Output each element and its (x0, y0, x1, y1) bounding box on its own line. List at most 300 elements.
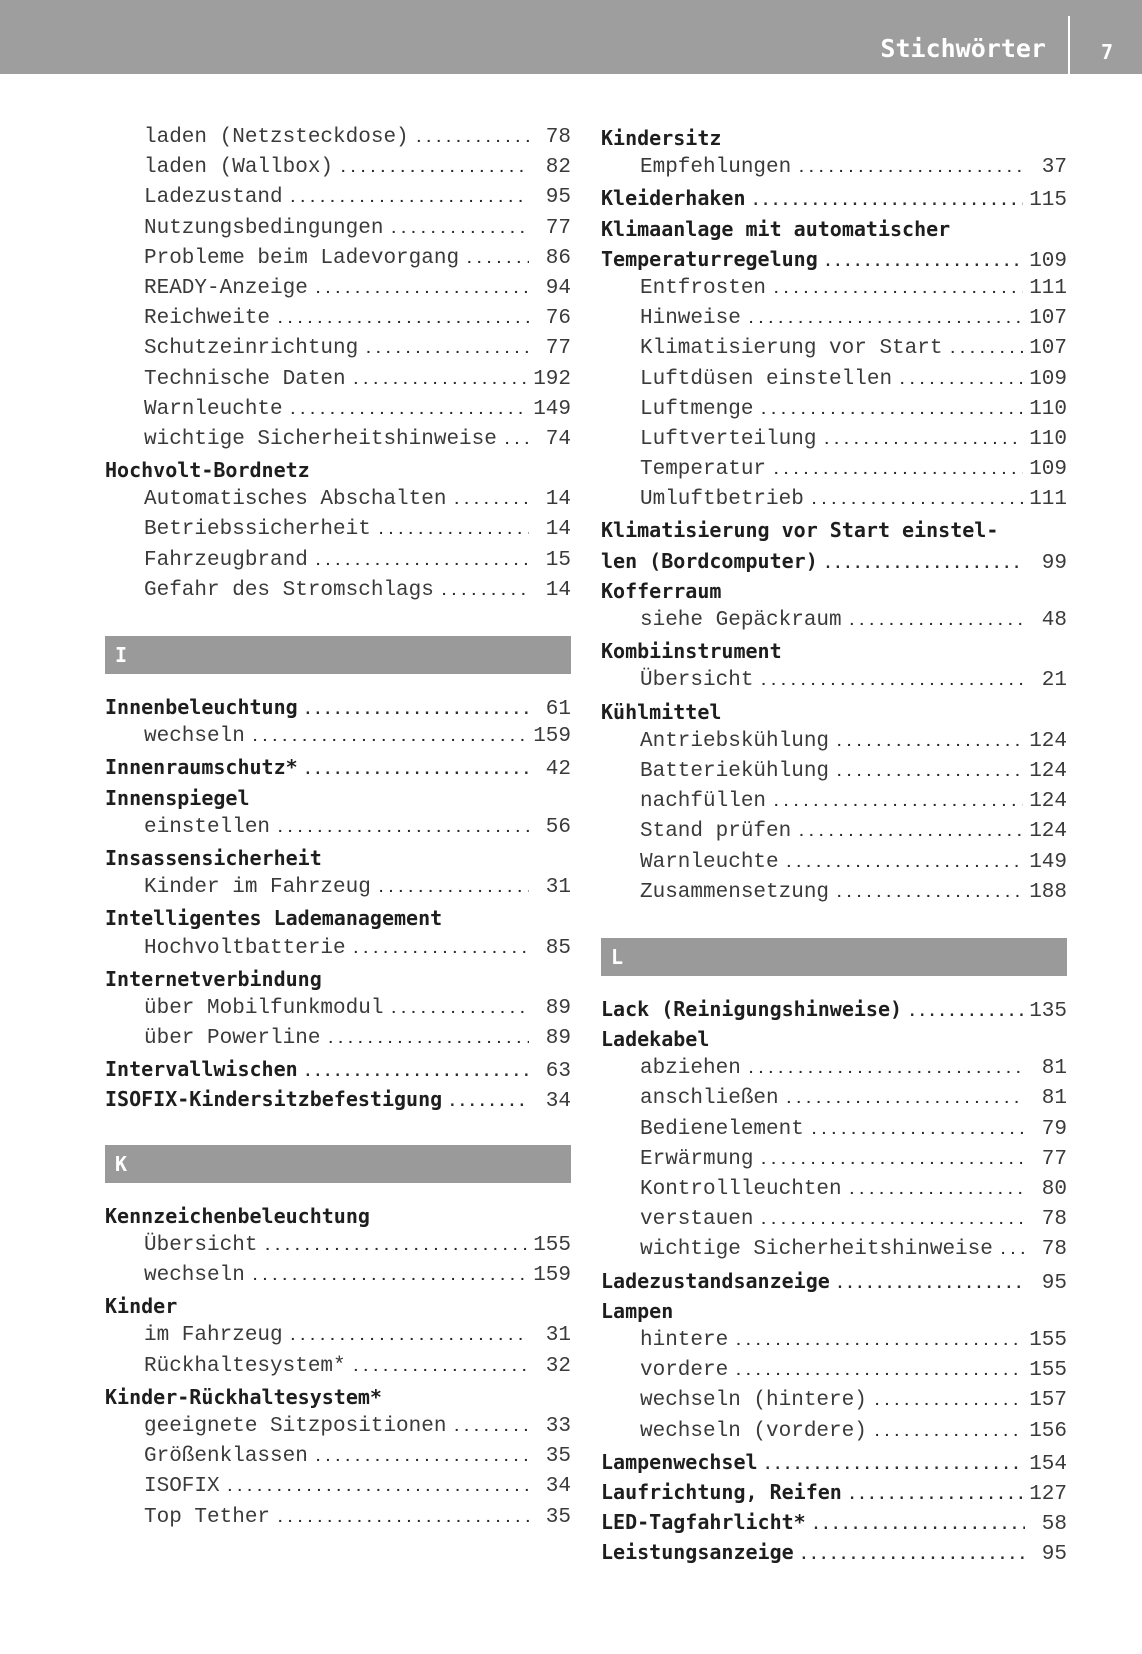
page-reference[interactable]: 86 (545, 246, 571, 270)
entry-label: Übersicht (640, 669, 754, 693)
dot-leader (898, 366, 1023, 396)
entry-label: Stand prüfen (640, 820, 792, 844)
entry-label: Hochvoltbatterie (144, 936, 346, 960)
header-divider (1068, 16, 1070, 74)
entry-label: anschließen (640, 1087, 779, 1111)
page-reference[interactable]: 77 (545, 216, 571, 240)
entry-label: Größenklassen (144, 1445, 308, 1469)
dot-leader (339, 154, 529, 184)
entry-label: Gefahr des Stromschlags (144, 578, 434, 602)
page-reference[interactable]: 35 (545, 1445, 571, 1469)
page-reference[interactable]: 99 (1041, 551, 1067, 575)
page-reference[interactable]: 149 (1029, 850, 1067, 874)
page-number: 7 (1100, 40, 1114, 64)
entry-label: Lampen (601, 1298, 674, 1323)
index-entry[interactable] (601, 994, 1067, 1024)
page-reference[interactable]: 124 (1029, 820, 1067, 844)
page-reference[interactable]: 78 (1041, 1208, 1067, 1232)
entry-label: Entfrosten (640, 276, 767, 300)
entry-label: laden (Netzsteckdose) (144, 126, 409, 149)
page-reference[interactable]: 56 (545, 815, 571, 839)
page-reference[interactable]: 157 (1029, 1389, 1067, 1413)
dot-leader (452, 486, 529, 516)
index-subentry[interactable] (105, 395, 571, 425)
page-reference[interactable]: 77 (545, 337, 571, 361)
page-reference[interactable]: 109 (1029, 367, 1067, 391)
page-reference[interactable]: 135 (1029, 999, 1067, 1023)
entry-label: Bedienelement (640, 1117, 804, 1141)
dot-leader (759, 396, 1023, 426)
index-subentry[interactable] (601, 1356, 1067, 1386)
entry-label: Übersicht (144, 1233, 258, 1257)
dot-leader (314, 547, 529, 577)
entry-label: LED-Tagfahrlicht* (601, 1510, 806, 1535)
index-entry[interactable] (105, 1054, 571, 1084)
entry-label: wichtige Sicherheitshinweise (640, 1238, 993, 1262)
index-subentry[interactable] (105, 813, 571, 843)
dot-leader (352, 366, 528, 396)
page-reference[interactable]: 127 (1029, 1482, 1067, 1506)
page-reference[interactable]: 110 (1029, 397, 1067, 421)
entry-label: Antriebskühlung (640, 729, 830, 753)
page-reference[interactable]: 32 (545, 1354, 571, 1378)
index-subentry[interactable] (105, 153, 571, 183)
entry-label: Kontrollleuchten (640, 1178, 842, 1201)
entry-label: Innenspiegel (105, 785, 250, 810)
entry-label: Zusammensetzung (640, 880, 830, 904)
dot-leader (810, 486, 1023, 516)
page-reference[interactable]: 94 (545, 276, 571, 300)
page-reference[interactable]: 159 (533, 725, 571, 749)
page-reference[interactable]: 14 (545, 518, 571, 542)
page-reference[interactable]: 74 (545, 427, 571, 451)
dot-leader (797, 818, 1023, 848)
index-subentry[interactable] (601, 455, 1067, 485)
index-subentry[interactable] (601, 395, 1067, 425)
page-reference[interactable]: 89 (545, 996, 571, 1020)
page-reference[interactable]: 109 (1029, 249, 1067, 273)
index-entry[interactable] (105, 752, 571, 782)
entry-label: vordere (640, 1359, 729, 1383)
page-reference[interactable]: 33 (545, 1414, 571, 1438)
index-subentry[interactable] (105, 873, 571, 903)
index-subentry[interactable] (601, 153, 1067, 183)
page-reference[interactable]: 110 (1029, 427, 1067, 451)
entry-label: geeignete Sitzpositionen (144, 1414, 447, 1438)
page-reference[interactable]: 34 (545, 1090, 571, 1114)
index-entry[interactable] (601, 214, 1067, 244)
dot-leader (785, 1085, 1025, 1115)
page-reference[interactable]: 156 (1029, 1419, 1067, 1443)
index-entry[interactable] (105, 964, 571, 994)
index-subentry[interactable] (105, 1412, 571, 1442)
index-entry[interactable] (105, 1084, 571, 1114)
entry-label: Ladezustandsanzeige (601, 1268, 830, 1293)
dot-leader (848, 1176, 1025, 1206)
index-subentry[interactable] (105, 546, 571, 576)
dot-leader (226, 1473, 529, 1503)
index-subentry[interactable] (105, 123, 571, 153)
index-subentry[interactable] (601, 787, 1067, 817)
page-reference[interactable]: 124 (1029, 759, 1067, 783)
index-entry[interactable] (105, 843, 571, 873)
entry-label: Rückhaltesystem* (144, 1354, 346, 1378)
page-reference[interactable]: 107 (1029, 337, 1067, 361)
entry-label: verstauen (640, 1208, 754, 1232)
page-reference[interactable]: 95 (1041, 1543, 1067, 1567)
index-entry[interactable] (601, 1507, 1067, 1537)
dot-leader (352, 935, 529, 965)
index-subentry[interactable] (601, 425, 1067, 455)
dot-leader (835, 758, 1023, 788)
entry-label: Top Tether (144, 1505, 271, 1529)
dot-leader (251, 1262, 527, 1292)
page-reference[interactable]: 192 (533, 367, 571, 391)
index-subentry[interactable] (105, 1503, 571, 1533)
page-reference[interactable]: 155 (1029, 1328, 1067, 1352)
entry-label: Kinder-Rückhaltesystem* (105, 1384, 382, 1409)
page-reference[interactable]: 159 (533, 1264, 571, 1287)
dot-leader (824, 549, 1025, 579)
index-subentry[interactable] (105, 1442, 571, 1472)
entry-label: READY-Anzeige (144, 276, 308, 300)
page-reference[interactable]: 81 (1041, 1057, 1067, 1081)
dot-leader (948, 335, 1023, 365)
dot-leader (263, 1232, 527, 1262)
dot-leader (276, 814, 529, 844)
entry-label: Kühlmittel (601, 699, 722, 724)
page-reference[interactable]: 78 (545, 126, 571, 149)
dot-leader (415, 124, 529, 154)
page-reference[interactable]: 14 (545, 578, 571, 602)
entry-label: Temperaturregelung (601, 246, 818, 271)
entry-label: Laufrichtung, Reifen (601, 1479, 842, 1504)
entry-label: Kindersitz (601, 126, 722, 150)
letter-heading: L (601, 938, 1067, 976)
entry-label: Automatisches Abschalten (144, 488, 447, 512)
index-subentry[interactable] (601, 1145, 1067, 1175)
index-subentry[interactable] (105, 1261, 571, 1291)
page-reference[interactable]: 21 (1041, 669, 1067, 693)
index-subentry[interactable] (601, 727, 1067, 757)
entry-label: ISOFIX-Kindersitzbefestigung (105, 1087, 443, 1112)
page-reference[interactable]: 31 (545, 876, 571, 900)
index-subentry[interactable] (105, 994, 571, 1024)
dot-leader (276, 1504, 529, 1534)
index-subentry[interactable] (601, 848, 1067, 878)
entry-label: Klimatisierung vor Start einstel- (601, 518, 999, 543)
entry-label: Klimatisierung vor Start (640, 337, 943, 361)
dot-leader (326, 1025, 529, 1055)
dot-leader (759, 1206, 1025, 1236)
page-reference[interactable]: 111 (1029, 276, 1067, 300)
index-subentry[interactable] (105, 244, 571, 274)
dot-leader (835, 728, 1023, 758)
index-subentry[interactable] (105, 304, 571, 334)
page-reference[interactable]: 82 (545, 156, 571, 180)
dot-leader (304, 755, 529, 785)
entry-label: Klimaanlage mit automatischer (601, 216, 951, 241)
index-subentry[interactable] (601, 1054, 1067, 1084)
dot-leader (289, 184, 529, 214)
dot-leader (314, 275, 529, 305)
index-subentry[interactable] (105, 1321, 571, 1351)
page-reference[interactable]: 15 (545, 548, 571, 572)
page-reference[interactable]: 81 (1041, 1087, 1067, 1111)
index-subentry[interactable] (105, 1024, 571, 1054)
index-entry[interactable] (601, 1477, 1067, 1507)
index-entry[interactable] (601, 183, 1067, 213)
page-reference[interactable]: 95 (1041, 1271, 1067, 1295)
dot-leader (822, 426, 1023, 456)
index-subentry[interactable] (105, 214, 571, 244)
entry-label: Betriebssicherheit (144, 518, 371, 542)
dot-leader (812, 1510, 1025, 1540)
entry-label: wechseln (hintere) (640, 1389, 867, 1413)
index-entry[interactable] (601, 546, 1067, 576)
letter-heading: I (105, 636, 571, 674)
entry-label: Leistungsanzeige (601, 1540, 794, 1565)
entry-label: Luftmenge (640, 397, 754, 421)
entry-label: Warnleuchte (144, 397, 283, 421)
index-entry[interactable] (105, 903, 571, 933)
index-entry[interactable] (601, 1537, 1067, 1567)
dot-leader (389, 215, 529, 245)
index-subentry[interactable] (601, 666, 1067, 696)
index-entry[interactable] (105, 1291, 571, 1321)
page-reference[interactable]: 155 (533, 1233, 571, 1257)
index-column-left (105, 123, 571, 1533)
dot-leader (752, 186, 1024, 216)
dot-leader (873, 1418, 1023, 1448)
dot-leader (276, 305, 529, 335)
dot-leader (251, 723, 527, 753)
index-entry[interactable] (105, 455, 571, 485)
entry-label: Umluftbetrieb (640, 488, 804, 512)
entry-label: Luftdüsen einstellen (640, 367, 893, 391)
index-subentry[interactable] (105, 1472, 571, 1502)
dot-leader (772, 456, 1023, 486)
page-reference[interactable]: 188 (1029, 880, 1067, 904)
entry-label: Internetverbindung (105, 966, 322, 991)
index-entry[interactable] (601, 1447, 1067, 1477)
entry-label: Kofferraum (601, 578, 722, 603)
dot-leader (734, 1357, 1023, 1387)
page-reference[interactable]: 48 (1041, 609, 1067, 632)
entry-label: Erwärmung (640, 1147, 754, 1171)
page-reference[interactable]: 14 (545, 488, 571, 512)
page-reference[interactable]: 107 (1029, 307, 1067, 331)
page-reference[interactable]: 89 (545, 1027, 571, 1051)
index-entry[interactable] (105, 1201, 571, 1231)
index-subentry[interactable] (601, 878, 1067, 908)
index-entry[interactable] (105, 783, 571, 813)
entry-label: Kleiderhaken (601, 186, 746, 211)
index-subentry[interactable] (601, 304, 1067, 334)
entry-label: Lampenwechsel (601, 1449, 758, 1474)
dot-leader (785, 849, 1024, 879)
index-entry[interactable] (601, 123, 1067, 153)
entry-label: über Mobilfunkmodul (144, 996, 384, 1020)
index-entry[interactable] (601, 697, 1067, 727)
dot-leader (734, 1327, 1023, 1357)
dot-leader (836, 1269, 1025, 1299)
entry-label: nachfüllen (640, 790, 767, 814)
index-subentry[interactable] (601, 757, 1067, 787)
index-entry[interactable] (601, 244, 1067, 274)
index-subentry[interactable] (601, 1115, 1067, 1145)
dot-leader (289, 1322, 529, 1352)
entry-label: abziehen (640, 1057, 741, 1081)
index-subentry[interactable] (105, 274, 571, 304)
index-subentry[interactable] (601, 606, 1067, 636)
dot-leader (848, 607, 1025, 637)
entry-label: Ladekabel (601, 1027, 710, 1052)
page-reference[interactable]: 77 (1041, 1147, 1067, 1171)
page-reference[interactable]: 124 (1029, 729, 1067, 753)
entry-label: Kennzeichenbeleuchtung (105, 1203, 370, 1228)
page-reference[interactable]: 109 (1029, 458, 1067, 482)
dot-leader (835, 879, 1023, 909)
dot-leader (824, 247, 1023, 277)
entry-label: Kinder im Fahrzeug (144, 876, 371, 900)
dot-leader (848, 1480, 1023, 1510)
index-subentry[interactable] (105, 722, 571, 752)
index-subentry[interactable] (105, 425, 571, 455)
index-subentry[interactable] (105, 183, 571, 213)
entry-label: Innenraumschutz* (105, 755, 298, 780)
page-reference[interactable]: 37 (1041, 156, 1067, 180)
page-reference[interactable]: 61 (545, 698, 571, 721)
entry-label: laden (Wallbox) (144, 156, 334, 180)
index-entry[interactable] (601, 515, 1067, 545)
index-entry[interactable] (105, 692, 571, 722)
index-subentry[interactable] (105, 485, 571, 515)
entry-label: Lack (Reinigungshinweise) (601, 996, 903, 1021)
index-subentry[interactable] (601, 817, 1067, 847)
page-reference[interactable]: 80 (1041, 1178, 1067, 1201)
entry-label: Intervallwischen (105, 1057, 298, 1082)
index-subentry[interactable] (105, 934, 571, 964)
page-reference[interactable]: 154 (1029, 1452, 1067, 1476)
entry-label: ISOFIX (144, 1475, 220, 1499)
dot-leader (764, 1450, 1024, 1480)
index-subentry[interactable] (105, 1352, 571, 1382)
entry-label: Nutzungsbedingungen (144, 216, 384, 240)
letter-heading: K (105, 1145, 571, 1183)
entry-label: wichtige Sicherheitshinweise (144, 427, 497, 451)
entry-label: Technische Daten (144, 367, 346, 391)
dot-leader (304, 695, 529, 725)
entry-label: wechseln (vordere) (640, 1419, 867, 1443)
page-header (0, 0, 1142, 74)
entry-label: Batteriekühlung (640, 759, 830, 783)
dot-leader (304, 1057, 529, 1087)
page-reference[interactable]: 35 (545, 1505, 571, 1529)
index-subentry[interactable] (601, 1175, 1067, 1205)
dot-leader (999, 1236, 1025, 1266)
index-column-right (601, 123, 1067, 1567)
page-reference[interactable]: 149 (533, 397, 571, 421)
dot-leader (908, 997, 1023, 1027)
index-subentry[interactable] (601, 1417, 1067, 1447)
index-entry[interactable] (601, 1296, 1067, 1326)
index-subentry[interactable] (601, 1235, 1067, 1265)
entry-label: einstellen (144, 815, 271, 839)
entry-label: wechseln (144, 725, 245, 749)
page-reference[interactable]: 85 (545, 936, 571, 960)
dot-leader (747, 305, 1023, 335)
dot-leader (389, 995, 529, 1025)
index-entry[interactable] (601, 636, 1067, 666)
index-subentry[interactable] (601, 485, 1067, 515)
index-entry[interactable] (601, 576, 1067, 606)
dot-leader (800, 1540, 1025, 1570)
index-entry[interactable] (601, 1024, 1067, 1054)
dot-leader (759, 667, 1025, 697)
dot-leader (377, 874, 529, 904)
index-subentry[interactable] (105, 334, 571, 364)
entry-label: Reichweite (144, 307, 271, 331)
page-reference[interactable]: 78 (1041, 1238, 1067, 1262)
page-reference[interactable]: 76 (545, 307, 571, 331)
page-reference[interactable]: 58 (1041, 1513, 1067, 1537)
dot-leader (772, 788, 1023, 818)
page-reference[interactable]: 63 (545, 1060, 571, 1084)
dot-leader (747, 1055, 1025, 1085)
dot-leader (452, 1413, 529, 1443)
dot-leader (503, 426, 529, 456)
page-reference[interactable]: 115 (1029, 189, 1067, 213)
entry-label: Empfehlungen (640, 156, 792, 180)
index-subentry[interactable] (105, 515, 571, 545)
page-reference[interactable]: 124 (1029, 790, 1067, 814)
dot-leader (873, 1387, 1023, 1417)
index-subentry[interactable] (601, 1326, 1067, 1356)
page-reference[interactable]: 42 (545, 758, 571, 782)
index-entry[interactable] (601, 1266, 1067, 1296)
dot-leader (810, 1116, 1025, 1146)
entry-label: Temperatur (640, 458, 767, 482)
page-reference[interactable]: 111 (1029, 488, 1067, 512)
entry-label: im Fahrzeug (144, 1324, 283, 1348)
index-subentry[interactable] (105, 365, 571, 395)
entry-label: siehe Gepäckraum (640, 609, 842, 632)
entry-label: Luftverteilung (640, 427, 817, 451)
entry-label: Warnleuchte (640, 850, 779, 874)
index-subentry[interactable] (601, 365, 1067, 395)
page-reference[interactable]: 79 (1041, 1117, 1067, 1141)
dot-leader (759, 1146, 1025, 1176)
page-reference[interactable]: 31 (545, 1324, 571, 1348)
index-subentry[interactable] (601, 1205, 1067, 1235)
dot-leader (352, 1353, 529, 1383)
section-title: Stichwörter (880, 34, 1046, 63)
index-subentry[interactable] (601, 1386, 1067, 1416)
entry-label: Ladezustand (144, 186, 283, 210)
index-entry[interactable] (105, 1382, 571, 1412)
page-reference[interactable]: 95 (545, 186, 571, 210)
index-subentry[interactable] (105, 1231, 571, 1261)
index-subentry[interactable] (601, 1084, 1067, 1114)
page-reference[interactable]: 155 (1029, 1359, 1067, 1383)
entry-label: Hinweise (640, 307, 741, 331)
entry-label: Schutzeinrichtung (144, 337, 359, 361)
index-subentry[interactable] (601, 334, 1067, 364)
page-reference[interactable]: 34 (545, 1475, 571, 1499)
index-subentry[interactable] (105, 576, 571, 606)
index-subentry[interactable] (601, 274, 1067, 304)
